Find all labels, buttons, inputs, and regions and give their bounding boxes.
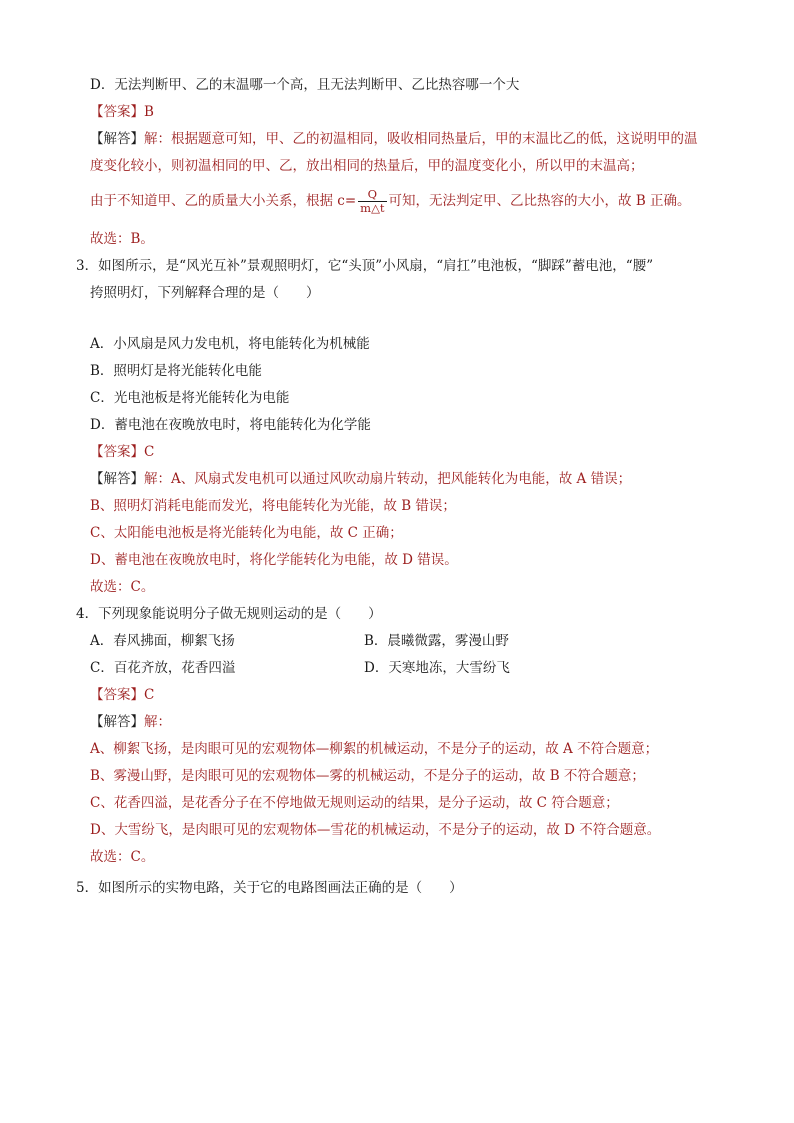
q4-analysis-line-d: D、大雪纷飞，是肉眼可见的宏观物体—雪花的机械运动，不是分子的运动，故 D 不符合题意。 bbox=[90, 822, 661, 838]
q2-analysis-formula-pre: 由于不知道甲、乙的质量大小关系，根据 c= bbox=[90, 193, 357, 209]
q2-analysis-line-1 bbox=[90, 129, 698, 149]
q2-answer-value: B bbox=[144, 104, 154, 120]
q4-option-b: B．晨曦微露，雾漫山野 bbox=[364, 633, 509, 649]
q3-analysis-line-b: B、照明灯消耗电能而发光，将电能转化为光能，故 B 错误； bbox=[90, 498, 456, 514]
q3-conclusion: 故选：C。 bbox=[90, 579, 155, 595]
q3-analysis-line-d: D、蓄电池在夜晚放电时，将化学能转化为电能，故 D 错误。 bbox=[90, 552, 458, 568]
q4-answer-value: C bbox=[144, 687, 155, 703]
q4-answer bbox=[90, 685, 154, 705]
q3-answer-value: C bbox=[144, 444, 155, 460]
q4-option-d: D．天寒地冻，大雪纷飞 bbox=[364, 660, 510, 676]
q3-analysis-text-a: 解：A、风扇式发电机可以通过风吹动扇片转动，把风能转化为电能，故 A 错误； bbox=[144, 471, 632, 487]
q2-analysis-text-1: 解：根据题意可知，甲、乙的初温相同，吸收相同热量后，甲的末温比乙的低，这说明甲的温 bbox=[144, 131, 698, 147]
q3-option-c: C．光电池板是将光能转化为电能 bbox=[90, 390, 290, 406]
q3-answer bbox=[90, 442, 154, 462]
q3-answer-tag: 【答案】 bbox=[90, 444, 144, 460]
specific-heat-fraction bbox=[358, 188, 386, 215]
q3-option-a: A．小风扇是风力发电机，将电能转化为机械能 bbox=[90, 336, 370, 352]
q4-stem: 4．下列现象能说明分子做无规则运动的是（ ） bbox=[76, 606, 382, 622]
q2-analysis-formula-post: 可知，无法判定甲、乙比热容的大小，故 B 正确。 bbox=[388, 193, 691, 209]
q4-analysis-line-b: B、雾漫山野，是肉眼可见的宏观物体—雾的机械运动，不是分子的运动，故 B 不符合题意； bbox=[90, 768, 645, 784]
q4-analysis-tag: 【解答】 bbox=[90, 714, 144, 730]
q4-option-c: C．百花齐放，花香四溢 bbox=[90, 660, 236, 676]
q2-answer bbox=[90, 102, 154, 122]
q3-analysis-line-c: C、太阳能电池板是将光能转化为电能，故 C 正确； bbox=[90, 525, 403, 541]
q2-analysis-line-2: 度变化较小，则初温相同的甲、乙，放出相同的热量后，甲的温度变化小，所以甲的末温高； bbox=[90, 158, 644, 174]
q2-option-d: D．无法判断甲、乙的末温哪一个高，且无法判断甲、乙比热容哪一个大 bbox=[90, 77, 520, 93]
q3-analysis-tag: 【解答】 bbox=[90, 471, 144, 487]
q2-analysis-line-3 bbox=[90, 188, 691, 215]
q4-answer-tag: 【答案】 bbox=[90, 687, 144, 703]
q2-conclusion: 故选：B。 bbox=[90, 231, 154, 247]
q4-analysis-line-a: A、柳絮飞扬，是肉眼可见的宏观物体—柳絮的机械运动，不是分子的运动，故 A 不符合题意； bbox=[90, 741, 659, 757]
q3-option-d: D．蓄电池在夜晚放电时，将电能转化为化学能 bbox=[90, 417, 371, 433]
q4-analysis-head-text: 解： bbox=[144, 714, 171, 730]
q3-analysis-line-a bbox=[90, 469, 631, 489]
q4-analysis-head bbox=[90, 712, 171, 732]
q3-stem-line-2: 挎照明灯，下列解释合理的是（ ） bbox=[90, 285, 320, 301]
q2-analysis-tag: 【解答】 bbox=[90, 131, 144, 147]
q2-answer-tag: 【答案】 bbox=[90, 104, 144, 120]
q3-option-b: B．照明灯是将光能转化电能 bbox=[90, 363, 262, 379]
fraction-numerator: Q bbox=[367, 187, 378, 201]
q4-option-a: A．春风拂面，柳絮飞扬 bbox=[90, 633, 235, 649]
fraction-denominator: m△t bbox=[360, 201, 385, 215]
q3-stem-line-1: 3．如图所示，是“风光互补”景观照明灯，它“头顶”小风扇，“肩扛”电池板，“脚踩”蓄电池，“腰” bbox=[76, 258, 654, 274]
q4-conclusion: 故选：C。 bbox=[90, 849, 155, 865]
q4-analysis-line-c: C、花香四溢，是花香分子在不停地做无规则运动的结果，是分子运动，故 C 符合题意； bbox=[90, 795, 619, 811]
q5-stem: 5．如图所示的实物电路，关于它的电路图画法正确的是（ ） bbox=[76, 880, 463, 896]
